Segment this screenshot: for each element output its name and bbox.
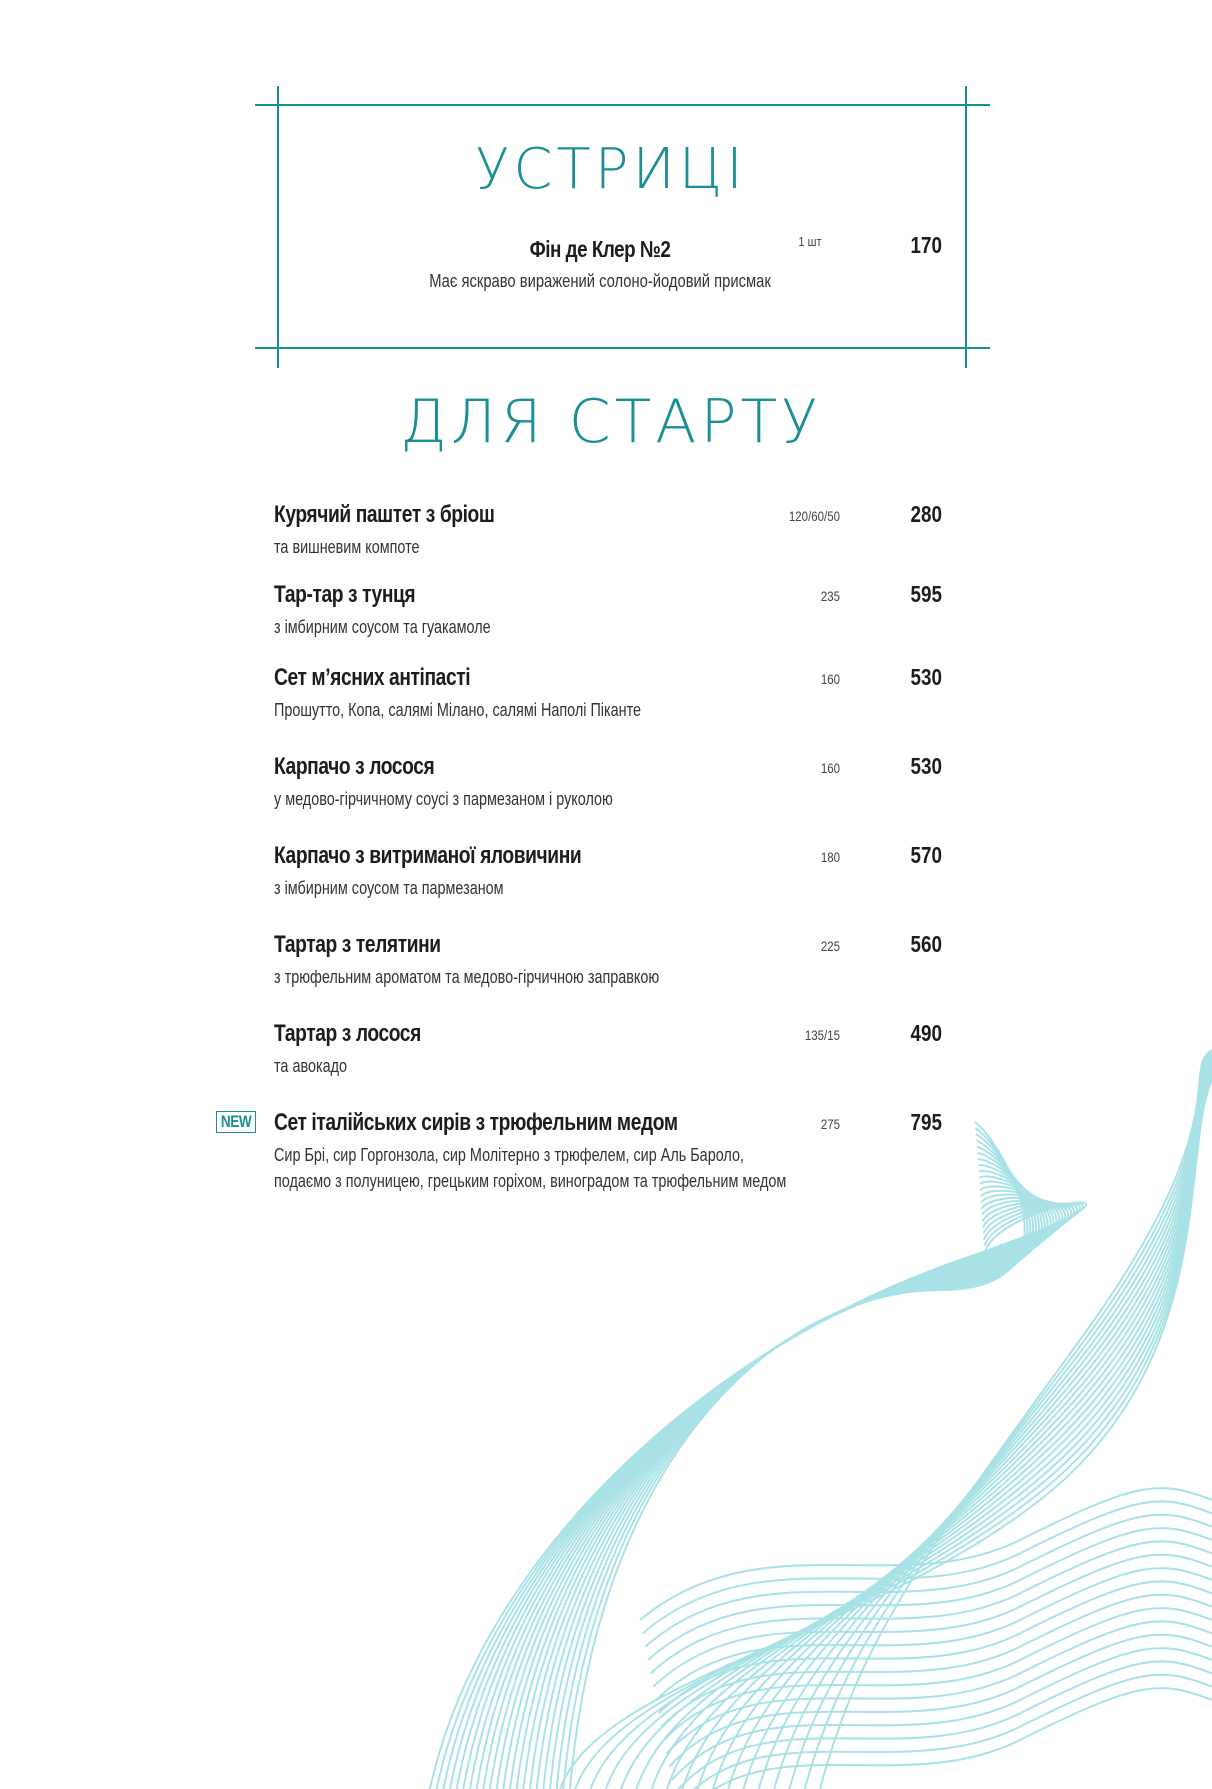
menu-item-price: 530 [910, 753, 942, 779]
menu-item-price: 560 [910, 931, 942, 957]
menu-item-name: Тар-тар з тунця [274, 581, 416, 608]
menu-item-name: Курячий паштет з бріош [274, 501, 495, 528]
menu-item-description: та авокадо [274, 1056, 347, 1076]
menu-item-weight: 180 [820, 849, 840, 865]
menu-item-price: 490 [910, 1020, 942, 1046]
starters-title: ДЛЯ СТАРТУ [400, 387, 822, 457]
menu-item-description-line2: подаємо з полуницею, грецьким горіхом, виноградом та трюфельним медом [274, 1171, 787, 1191]
menu-item-weight: 160 [820, 671, 840, 687]
menu-item-description: у медово-гірчичному соусі з пармезаном і руколою [274, 789, 613, 809]
oyster-item-weight: 1 шт [798, 234, 822, 249]
menu-item-description: з імбирним соусом та гуакамоле [274, 617, 491, 637]
menu-item-name: Сет італійських сирів з трюфельним медом [274, 1109, 678, 1136]
menu-item [0, 500, 1212, 580]
menu-item-weight: 135/15 [804, 1027, 840, 1043]
new-badge-label: NEW [220, 1112, 252, 1131]
menu-item [0, 930, 1212, 1010]
oyster-item-name: Фін де Клер №2 [529, 236, 671, 262]
menu-item-name: Тартар з телятини [274, 931, 441, 958]
oysters-title: УСТРИЦІ [475, 137, 747, 202]
menu-item-description: та вишневим компоте [274, 537, 420, 557]
new-badge [216, 1111, 256, 1133]
menu-item-weight: 275 [820, 1116, 840, 1132]
menu-item-weight: 235 [820, 588, 840, 604]
oyster-item-price: 170 [910, 232, 942, 258]
menu-item-new [0, 1108, 1212, 1218]
menu-item [0, 580, 1212, 660]
menu-item-name: Тартар з лосося [274, 1020, 421, 1047]
menu-item-price: 570 [910, 842, 942, 868]
menu-item-price: 595 [910, 581, 942, 607]
oyster-item-description: Має яскраво виражений солоно-йодовий присмак [429, 271, 771, 291]
menu-item-description: Прошутто, Копа, салямі Мілано, салямі Наполі Піканте [274, 700, 642, 720]
menu-item-weight: 120/60/50 [788, 508, 840, 524]
menu-item-description: з трюфельним ароматом та медово-гірчичною заправкою [274, 967, 660, 987]
menu-item-price: 795 [910, 1109, 942, 1135]
menu-item [0, 752, 1212, 832]
menu-item-price: 530 [910, 664, 942, 690]
menu-item [0, 841, 1212, 921]
menu-item-weight: 225 [820, 938, 840, 954]
menu-item-name: Карпачо з витриманої яловичини [274, 842, 582, 869]
menu-item-description: Сир Брі, сир Горгонзола, сир Молітерно з трюфелем, сир Аль Бароло, [274, 1145, 744, 1165]
menu-item-name: Сет м’ясних антіпасті [274, 664, 471, 691]
menu-item-weight: 160 [820, 760, 840, 776]
menu-item-name: Карпачо з лосося [274, 753, 435, 780]
menu-item-description: з імбирним соусом та пармезаном [274, 878, 504, 898]
menu-item-price: 280 [910, 501, 942, 527]
menu-item [0, 663, 1212, 743]
menu-item [0, 1019, 1212, 1099]
